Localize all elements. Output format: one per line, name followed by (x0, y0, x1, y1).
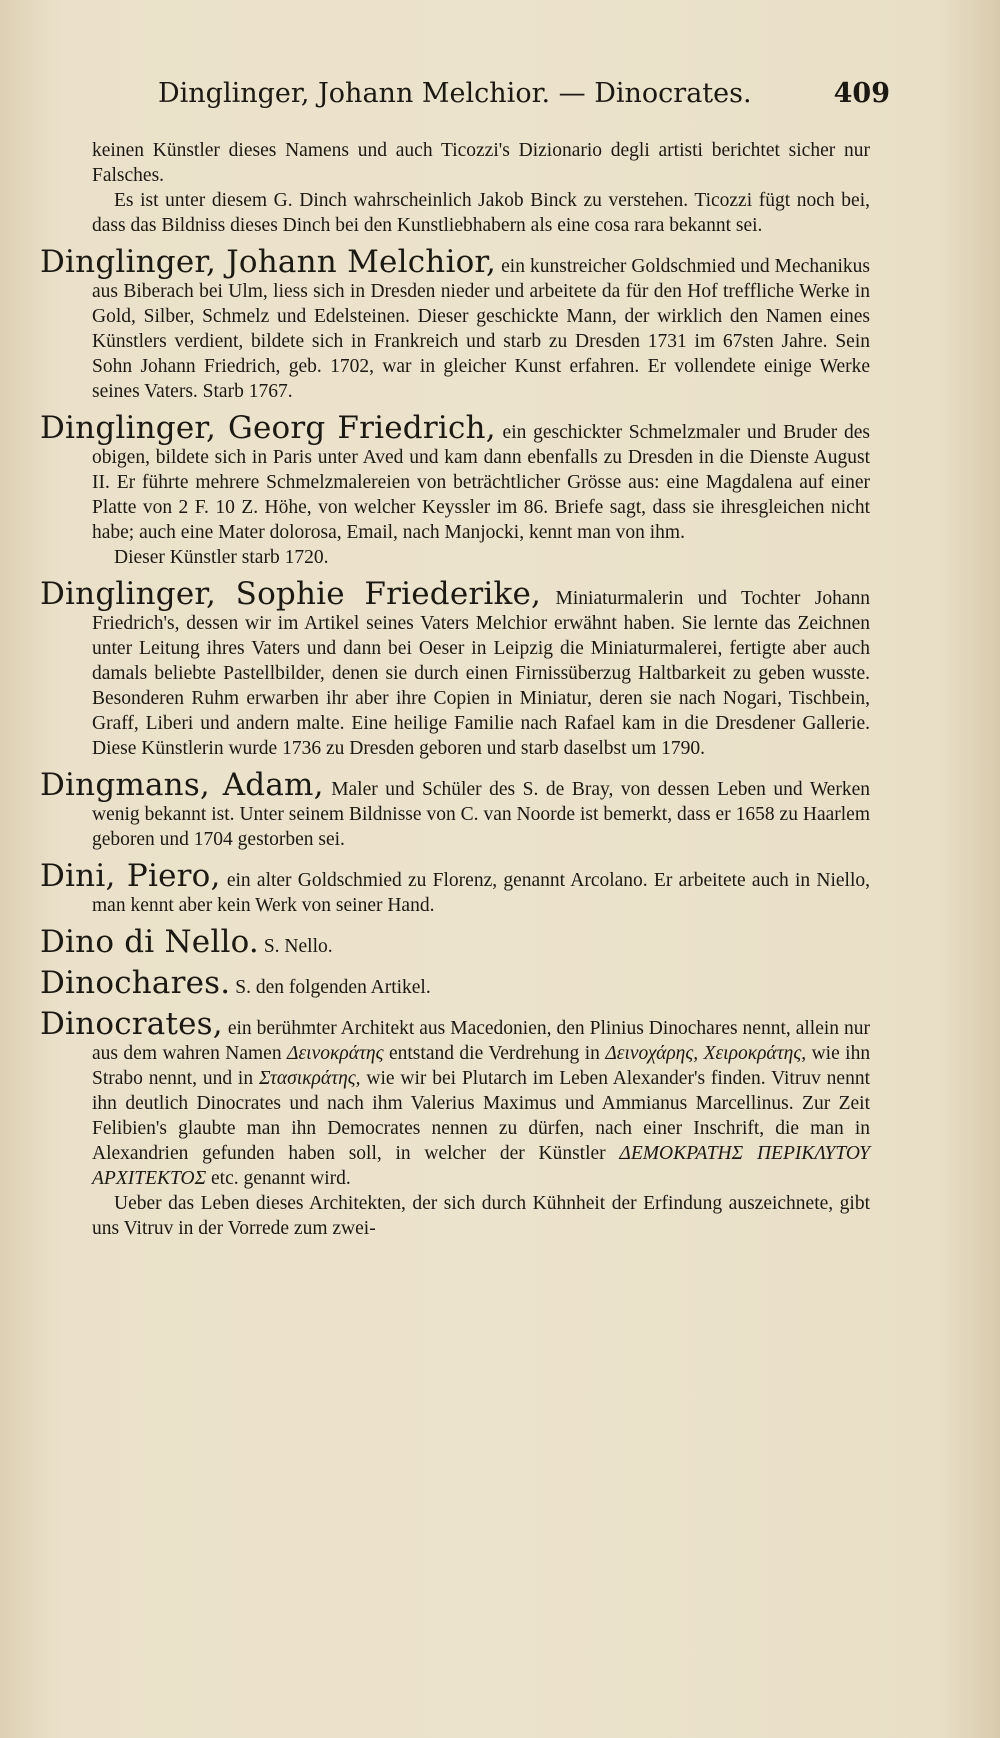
greek-name: Στασικράτης, (258, 1068, 361, 1089)
entry-headword: Dinglinger, Johann Melchior, (40, 244, 497, 280)
entry-headword: Dinglinger, Georg Friedrich, (40, 410, 496, 446)
entry-dinochares (40, 965, 870, 1001)
entry-text: etc. genannt wird. (211, 1168, 351, 1189)
entry-text: keinen Künstler dieses Namens und auch Ticozzi's Dizionario degli artisti berichtet sicher nur Falsches. (92, 140, 870, 186)
entry-text: Ueber das Leben dieses Architekten, der sich durch Kühnheit der Erfindung auszeichnete, gibt uns Vitruv in der Vorrede zum zwei- (92, 1193, 870, 1239)
entry-dini-piero (40, 858, 871, 918)
entry-text: ein geschickter Schmelzmaler und Bruder des obigen, bildete sich in Paris unter Aved und kam dann ebenfalls zu Dresden in die Dienste August II. Er führte mehrere Schmelzmalereien von beträchtlicher Grösse aus: eine Magdalena auf einer Platte von 2 F. 10 Z. Höhe, von welcher Keyssler im 86. Briefe sagt, dass sie ihresgleichen nicht habe; auch eine Mater dolorosa, Email, nach Manjocki, kennt man von ihm. (92, 422, 871, 543)
entry-text: wie ihn Strabo nennt, und in (92, 1043, 871, 1089)
greek-inscription: ΔΕΜΟΚΡΑΤΗΣ ΠΕΡΙΚΛΥΤΟΥ ΑΡΧΙΤΕΚΤΟΣ (92, 1143, 871, 1189)
entry-headword: Dinglinger, Sophie Friederike, (40, 576, 542, 612)
entry-dinglinger-johann-melchior (40, 244, 870, 404)
entry-text: S. Nello. (263, 936, 333, 957)
entry-dinglinger-georg-friedrich (40, 410, 871, 570)
entry-text: ein kunstreicher Goldschmied und Mechanikus aus Biberach bei Ulm, liess sich in Dresden nieder und arbeitete da für den Hof treffliche Werke in Gold, Silber, Schmelz und Edelsteinen. Dieser geschickte Mann, der wirklich den Namen eines Künstlers verdient, bildete sich in Frankreich und starb zu Dresden 1731 im 67sten Jahre. Sein Sohn Johann Friedrich, geb. 1702, war in gleicher Kunst erfahren. Er vollendete einige Werke seines Vaters. Starb 1767. (92, 256, 870, 402)
entry-text: wie wir bei Plutarch im Leben Alexander's finden. Vitruv nennt ihn deutlich Dinocrates und nach ihm Valerius Maximus und Ammianus Marcellinus. Zur Zeit Felibien's glaubte man ihn Democrates nennen zu dürfen, nach einer Inschrift, die man in Alexandrien gefunden haben soll, in welcher der Künstler (92, 1068, 871, 1164)
entry-headword: Dinocrates, (40, 1006, 223, 1042)
entry-dino-di-nello (40, 924, 870, 960)
page-body (40, 138, 870, 1253)
entry-text: entstand die Verdrehung in (388, 1043, 600, 1064)
entry-headword: Dingmans, Adam, (40, 767, 324, 803)
entry-text: S. den folgenden Artikel. (235, 977, 431, 998)
page-number: 409 (833, 78, 890, 109)
entry-text: Dieser Künstler starb 1720. (114, 547, 329, 568)
continued-entry (40, 138, 870, 238)
entry-headword: Dinochares. (40, 965, 231, 1001)
entry-dinocrates (40, 1006, 871, 1241)
entry-dinglinger-sophie-friederike (40, 576, 870, 761)
entry-headword: Dino di Nello. (40, 924, 259, 960)
running-title: Dinglinger, Johann Melchior. — Dinocrates. (158, 78, 752, 109)
greek-name: Δεινοχάρης, Χειροκράτης, (605, 1043, 807, 1064)
entry-text: ein berühmter Architekt aus Macedonien, den Plinius Dinochares nennt, allein nur aus dem wahren Namen (92, 1018, 870, 1064)
greek-name: Δεινοκράτης (287, 1043, 384, 1064)
entry-text: ein alter Goldschmied zu Florenz, genannt Arcolano. Er arbeitete auch in Niello, man kennt aber kein Werk von seiner Hand. (92, 870, 871, 916)
entry-dingmans-adam (40, 767, 870, 852)
entry-text: Miniaturmalerin und Tochter Johann Friedrich's, dessen wir im Artikel seines Vaters Melchior erwähnt haben. Sie lernte das Zeichnen unter Leitung ihres Vaters und dann bei Oeser in Leipzig die Miniaturmalerei, fertigte aber auch damals beliebte Pastellbilder, denen sie durch einen Firnissüberzug Haltbarkeit zu geben wusste. Besonderen Ruhm erwarben ihr aber ihre Copien in Miniatur, deren sie nach Nogari, Tischbein, Graff, Liberi und andern malte. Eine heilige Familie nach Rafael kam in die Dresdener Gallerie. Diese Künstlerin wurde 1736 zu Dresden geboren und starb daselbst um 1790. (92, 588, 870, 759)
entry-text: Es ist unter diesem G. Dinch wahrscheinlich Jakob Binck zu verstehen. Ticozzi fügt noch bei, dass das Bildniss dieses Dinch bei den Kunstliebhabern als eine cosa rara bekannt sei. (92, 190, 870, 236)
entry-headword: Dini, Piero, (40, 858, 221, 894)
entry-text: Maler und Schüler des S. de Bray, von dessen Leben und Werken wenig bekannt ist. Unter seinem Bildnisse von C. van Noorde ist bemerkt, dass er 1658 zu Haarlem geboren und 1704 gestorben sei. (92, 779, 870, 850)
